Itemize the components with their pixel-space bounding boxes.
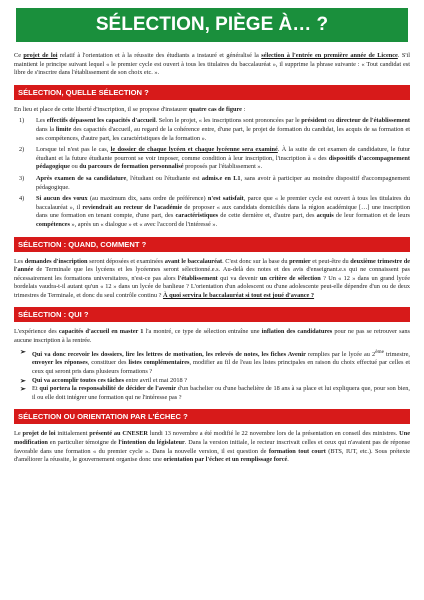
bold-text: listes complémentaires — [128, 359, 190, 367]
text: . — [287, 456, 289, 464]
bold-text: du parcours de formation personnalisé — [79, 163, 184, 171]
text: L'expérience des — [14, 328, 59, 336]
text: , l'étudiant ou l'étudiante est — [126, 174, 202, 182]
s1-lead-bold: quatre cas de figure — [188, 105, 242, 113]
bold-text: capacités d'accueil en master 1 — [58, 328, 144, 336]
section3-bullets — [14, 348, 410, 403]
bold-text: deuxième trimestre de l'année — [14, 257, 411, 274]
text: . Selon le projet, « les inscriptions sont prononcées par le — [155, 117, 302, 125]
text: ? Un « 12 » dans un grand lycée bordelais vaudra-t-il autant qu'un « 12 » dans un lycée de banlieue ? L'orientation d'un adolescent ou d'une adolescente peut-elle dépendre d'un ou de deux trimestres de Terminale, et donc du seul contrôle continu ? — [14, 274, 410, 299]
text: trimestre, — [383, 350, 411, 358]
intro-paragraph — [14, 52, 410, 78]
item-number: 4) — [19, 195, 25, 203]
bold-text: premier — [289, 257, 311, 265]
text: . À la suite de cet examen de candidature, le futur étudiant et la future étudiante pourront se voir imposer, comme condition à leur inscription, l'inscription à « des — [36, 146, 410, 162]
text: et peut-être du — [310, 257, 351, 265]
section4-paragraph — [14, 430, 410, 464]
bold-text: formation tout court — [268, 447, 326, 455]
text: Et — [32, 385, 40, 393]
text: Lorsque tel n'est pas le cas, — [36, 146, 111, 154]
text: , parce que « le premier cycle est ouvert à tous les titulaires du baccalauréat », il — [36, 195, 411, 211]
section-heading-selection: SÉLECTION, QUELLE SÉLECTION ? — [14, 85, 410, 100]
section-heading-orientation: SÉLECTION OU ORIENTATION PAR L'ÉCHEC ? — [14, 409, 410, 424]
bold-text: le dossier de chaque lycéen et chaque lycéenne sera examiné — [110, 146, 278, 154]
bold-text: qui portera la responsabilité de décider de l'avenir — [39, 385, 176, 393]
text: ou — [326, 117, 337, 125]
bold-text: Qui va accomplir toutes ces tâches — [32, 376, 125, 384]
list-item — [14, 348, 410, 377]
intro-text-1: Ce — [14, 52, 24, 59]
section-heading-who: SÉLECTION : QUI ? — [14, 307, 410, 322]
text: de proposer « aux candidats domiciliés dans la région académique […] une inscription dans une formation en tenant compte, d'une part, des — [36, 203, 410, 220]
bold-text: avant le baccalauréat — [164, 257, 223, 265]
s1-lead-text-1: En lieu et place de cette liberté d'inscription, il se propose d'instaurer — [14, 105, 189, 113]
bold-text: présenté au CNESER — [89, 430, 148, 438]
text: . Dans la version initiale, le recteur inscrivait celles et ceux qui n'avaient pas de réponse favorable dans une formation « du premier cycle ». Dans la nouvelle version, il est question de — [14, 438, 410, 455]
text: , modifier au fil de l'eau les listes principales en raison du choix effectué par celles et ceux qui seront pris dans plusieurs formations ? — [32, 359, 410, 375]
bold-text: limite — [55, 125, 72, 133]
bold-text: Une modification — [14, 430, 410, 446]
item-number: 1) — [19, 117, 25, 125]
text: remplies par le lycée au 2 — [305, 350, 376, 358]
text: de Terminale que les lycéens et les lycéennes seront sélectionné.e.s. Au-delà des notes et des avis d'enseignant.e.s qui ne connaissent pas nécessairement les formations universitaires, n'est-ce pas alors — [14, 266, 410, 282]
list-item — [14, 146, 410, 172]
intro-text-3: . S'il maintient le principe suivant lequel « le premier cycle est ouvert à tous les titulaires du baccalauréat », il supprime la phrase suivante : « Tout candidat est libre de s'inscrire dans l'établissement de son choix etc. ». — [14, 52, 410, 77]
text: en particulier témoigne de — [47, 438, 119, 446]
bold-text: Qui va donc recevoir les dossiers, lire les lettres de motivation, les relevés de notes, les fiches Avenir — [32, 350, 306, 358]
text: », après un « dialogue » et « avec l'accord de l'intéressé ». — [69, 220, 218, 228]
section-heading-when-how: SÉLECTION : QUAND, COMMENT ? — [14, 237, 410, 252]
bold-text: n'est satisfait — [207, 195, 244, 203]
text: . C'est donc sur la base du — [222, 257, 290, 265]
bold-text: compétences — [36, 220, 70, 228]
bold-text: projet de loi — [22, 430, 56, 438]
s1-lead-text-2: : — [241, 105, 246, 113]
text: l'a montré, ce type de sélection entraîne une — [143, 328, 262, 336]
text: entre avril et mai 2018 ? — [124, 376, 188, 384]
list-item — [14, 195, 410, 229]
text: seront déposées et examinées — [87, 257, 165, 265]
arrow-bullet-icon: ➢ — [20, 385, 26, 394]
text: initialement — [55, 430, 90, 438]
text: , constituer des — [87, 359, 129, 367]
list-item — [14, 117, 410, 143]
bold-text: orientation par l'échec et un remplissage forcé — [163, 456, 288, 464]
text: lundi 13 novembre a été modifié le 22 novembre lors de la présentation en conseil des ministres. — [147, 430, 400, 438]
bold-text: caractéristiques — [175, 212, 219, 220]
list-item — [14, 377, 410, 386]
text: des capacités d'accueil, au regard de la cohérence entre, d'une part, le projet de formation du candidat, les acquis de sa formation et ses compétences, d'autre part, les caractéristiques de la formation ». — [36, 125, 410, 142]
section1-lead — [14, 106, 410, 115]
text: , sans avoir à participer au moindre dispositif d'accompagnement pédagogique. — [36, 174, 411, 191]
text: Les — [14, 257, 25, 265]
section1-list — [14, 117, 410, 229]
text: qui va devenir — [217, 274, 260, 282]
bold-text: envoyer les réponses — [32, 359, 88, 367]
section2-paragraph — [14, 258, 410, 301]
arrow-bullet-icon: ➢ — [20, 376, 26, 385]
bold-text: demandes d'inscription — [24, 257, 88, 265]
intro-bold-1: projet de loi — [23, 52, 58, 59]
text: de cette dernière et, d'autre part, des — [218, 212, 317, 220]
bold-text: l'intention du législateur — [118, 438, 185, 446]
bold-text: reviendrait au recteur de l'académie — [82, 203, 183, 211]
intro-bold-2: sélection à l'entrée en première année de Licence — [261, 52, 398, 59]
bold-text: dispositifs d'accompagnement pédagogique — [36, 154, 410, 171]
list-item — [14, 385, 410, 402]
text: (au maximum dix, sans ordre de préférence) — [87, 195, 208, 203]
arrow-bullet-icon: ➢ — [20, 347, 26, 356]
text: Les — [36, 117, 47, 125]
text: proposés par l'établissement ». — [183, 163, 263, 171]
bold-text: président — [301, 117, 327, 125]
bold-text: effectifs dépassent les capacités d'accueil — [46, 117, 156, 125]
bold-text: un critère de sélection — [259, 274, 321, 282]
text: pour ne pas se retrouver sans aucune inscription à la rentrée. — [14, 328, 410, 345]
bold-text: À quoi servira le baccalauréat si tout est joué d'avance ? — [162, 291, 315, 299]
item-number: 2) — [19, 146, 25, 154]
bold-text: Après examen de sa candidature — [36, 174, 127, 182]
text: Le — [14, 430, 23, 438]
bold-text: inflation des candidatures — [261, 328, 333, 336]
document-page — [14, 0, 410, 465]
title-banner: SÉLECTION, PIÈGE À… ? — [16, 8, 408, 42]
superscript: ème — [375, 348, 384, 355]
text: d'un bachelier ou d'une bachelière de 18 ans à sa place et lui expliquera que, pour son bien, il ou elle doit intégrer une formation qui ne l'intéresse pas ? — [32, 385, 410, 401]
text: de leur formation et de leurs — [333, 212, 411, 220]
text: ou — [69, 163, 80, 171]
bold-text: Si aucun des vœux — [36, 195, 88, 203]
bold-text: directeur de l'établissement — [336, 117, 410, 125]
bold-text: l'établissement — [177, 274, 218, 282]
bold-text: admis.e en L1 — [201, 174, 241, 182]
bold-text: acquis — [316, 212, 334, 220]
list-item — [14, 175, 410, 192]
item-number: 3) — [19, 174, 25, 182]
text: (BTS, IUT, etc.). Sous prétexte d'améliorer la réussite, le gouvernement organise donc une — [14, 447, 410, 464]
text: dans la — [36, 125, 56, 133]
intro-text-2: relatif à l'orientation et à la réussite des étudiants a instauré et généralisé la — [57, 52, 262, 59]
section3-paragraph — [14, 328, 410, 345]
